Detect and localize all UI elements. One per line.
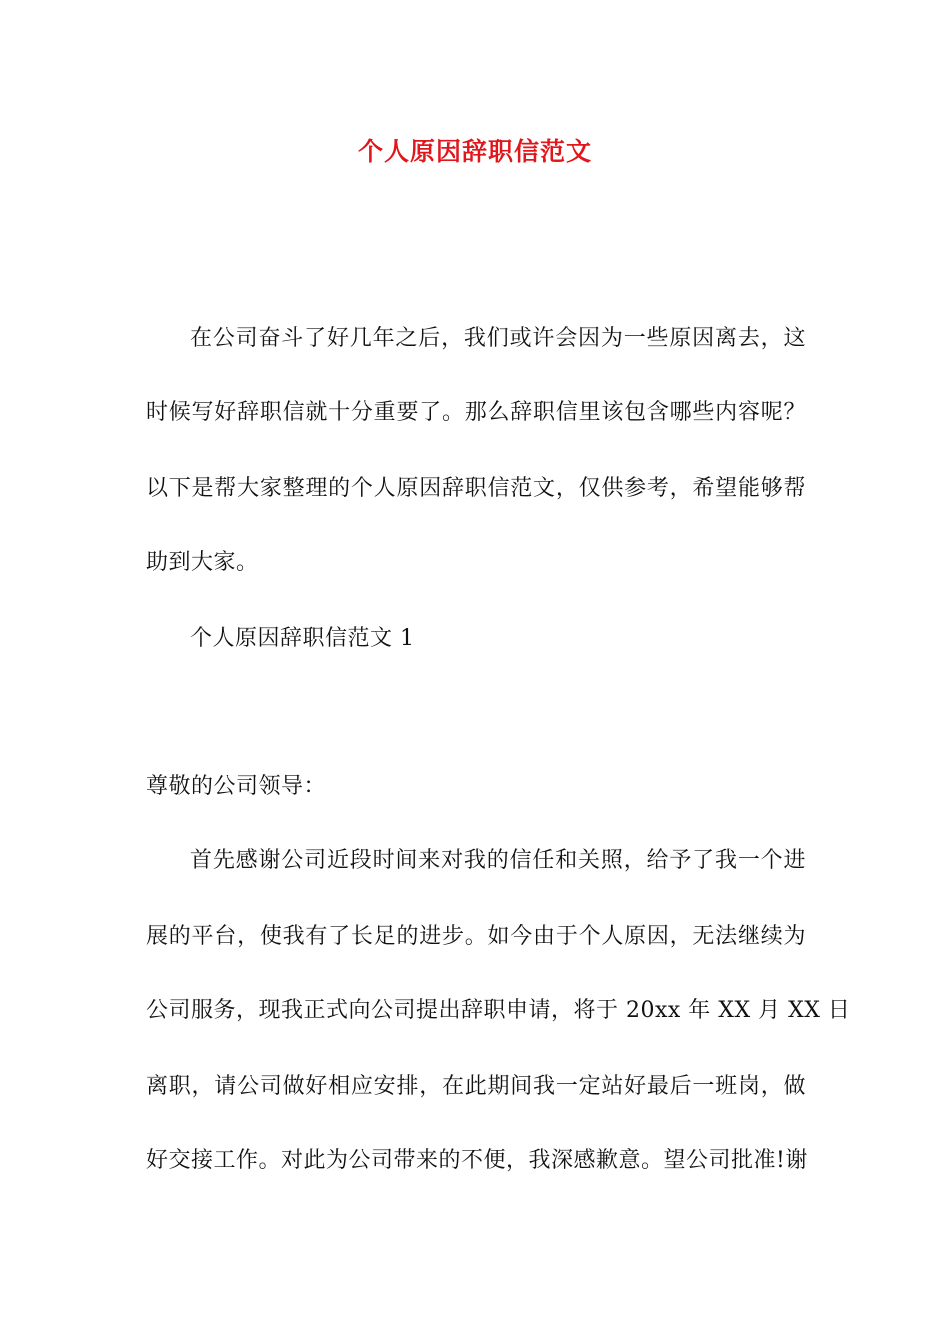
intro-line: 以下是帮大家整理的个人原因辞职信范文，仅供参考，希望能够帮 [146, 476, 806, 501]
body-line: 首先感谢公司近段时间来对我的信任和关照，给予了我一个进 [190, 848, 806, 873]
section-heading: 个人原因辞职信范文 1 [190, 626, 415, 651]
body-line: 展的平台，使我有了长足的进步。如今由于个人原因，无法继续为 [146, 924, 806, 949]
body-line: 好交接工作。对此为公司带来的不便，我深感歉意。望公司批准!谢 [146, 1148, 808, 1173]
intro-line: 时候写好辞职信就十分重要了。那么辞职信里该包含哪些内容呢？ [146, 400, 806, 425]
intro-line: 助到大家。 [146, 550, 259, 575]
body-line: 公司服务，现我正式向公司提出辞职申请，将于 20xx 年 XX 月 XX 日 [146, 998, 851, 1023]
salutation: 尊敬的公司领导： [146, 774, 327, 799]
intro-line: 在公司奋斗了好几年之后，我们或许会因为一些原因离去，这 [190, 326, 806, 351]
document-title: 个人原因辞职信范文 [357, 137, 592, 166]
body-line: 离职，请公司做好相应安排，在此期间我一定站好最后一班岗，做 [146, 1074, 806, 1099]
